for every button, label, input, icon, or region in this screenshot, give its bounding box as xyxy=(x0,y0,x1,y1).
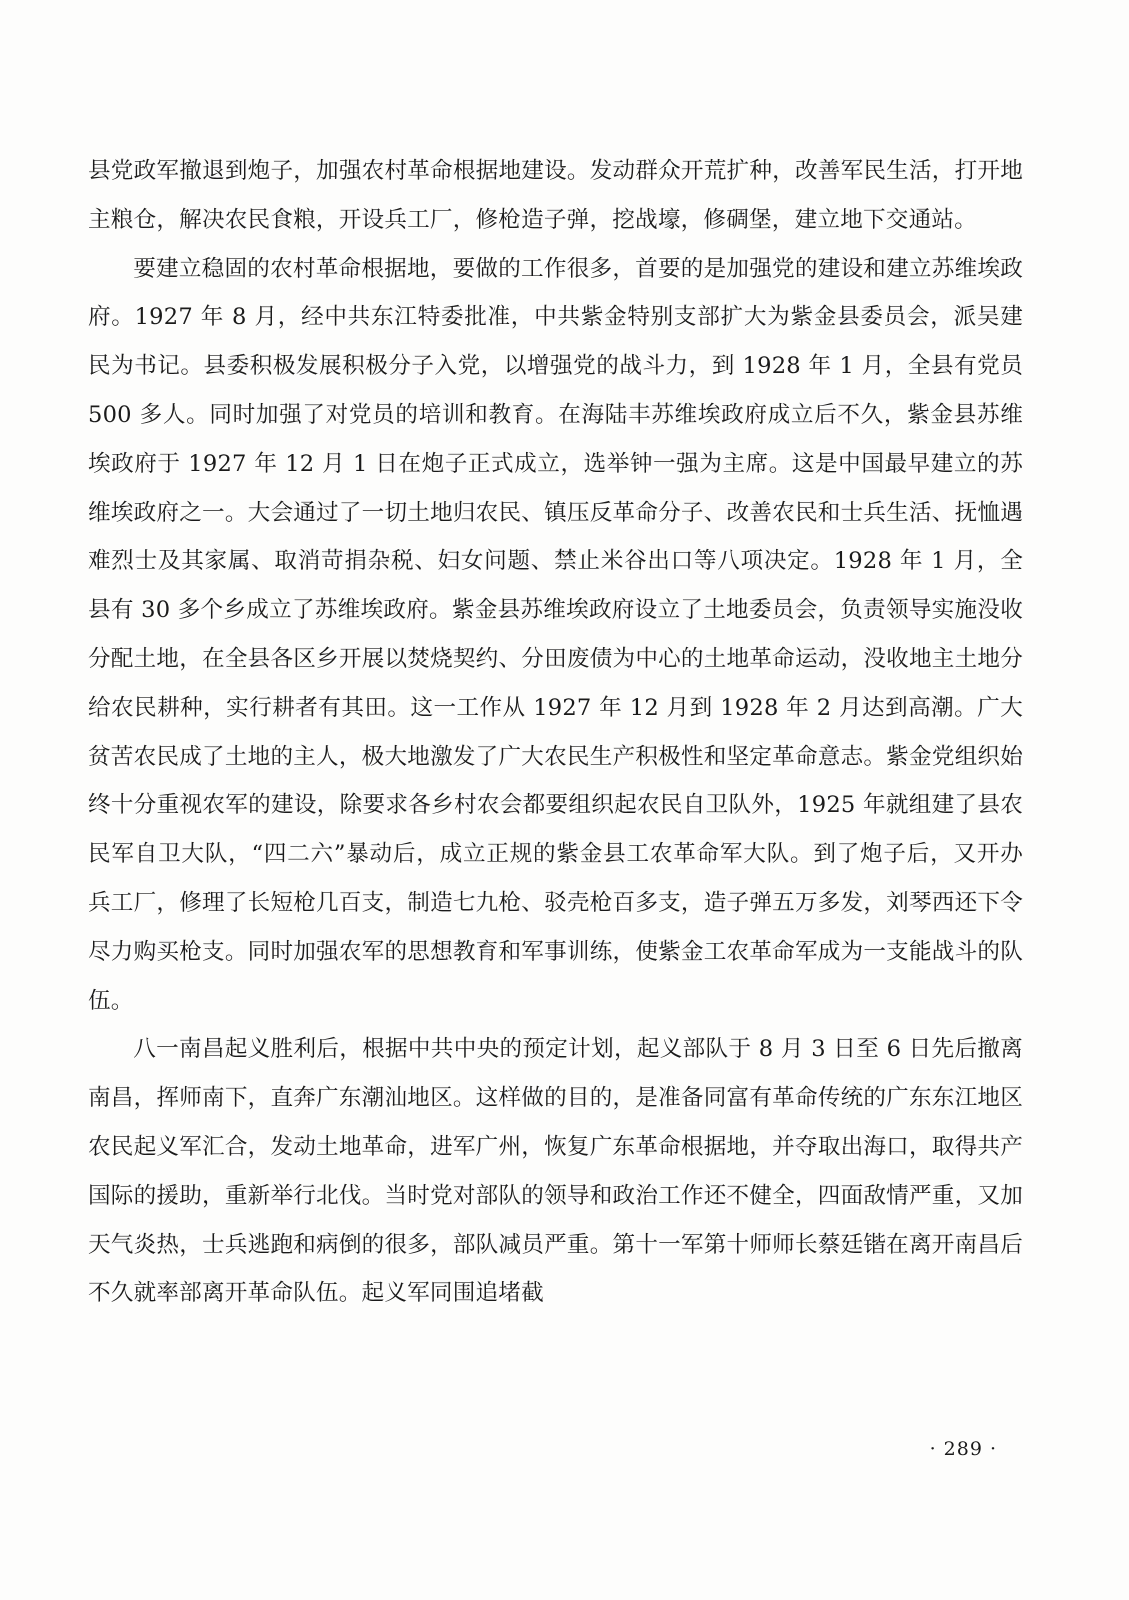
paragraph-3: 八一南昌起义胜利后，根据中共中央的预定计划，起义部队于 8 月 3 日至 6 日先后撤离南昌，挥师南下，直奔广东潮汕地区。这样做的目的，是准备同富有革命传统的广东东江地区农民起义军汇合，发动土地革命，进军广州，恢复广东革命根据地，并夺取出海口，取得共产国际的援助，重新举行北伐。当时党对部队的领导和政治工作还不健全，四面敌情严重，又加天气炎热，士兵逃跑和病倒的很多，部队减员严重。第十一军第十师师长蔡廷锴在离开南昌后不久就率部离开革命队伍。起义军同围追堵截 xyxy=(88,1036,1023,1307)
page-number: · 289 · xyxy=(929,1438,997,1460)
paragraph-1: 县党政军撤退到炮子，加强农村革命根据地建设。发动群众开荒扩种，改善军民生活，打开地主粮仓，解决农民食粮，开设兵工厂，修枪造子弹，挖战壕，修碉堡，建立地下交通站。 xyxy=(88,158,1023,233)
paragraph-2: 要建立稳固的农村革命根据地，要做的工作很多，首要的是加强党的建设和建立苏维埃政府。1927 年 8 月，经中共东江特委批准，中共紫金特别支部扩大为紫金县委员会，派吴建民为书记。县委积极发展积极分子入党，以增强党的战斗力，到 1928 年 1 月，全县有党员 500 多人。同时加强了对党员的培训和教育。在海陆丰苏维埃政府成立后不久，紫金县苏维埃政府于 1927 年 12 月 1 日在炮子正式成立，选举钟一强为主席。这是中国最早建立的苏维埃政府之一。大会通过了一切土地归农民、镇压反革命分子、改善农民和士兵生活、抚恤遇难烈士及其家属、取消苛捐杂税、妇女问题、禁止米谷出口等八项决定。1928 年 1 月，全县有 30 多个乡成立了苏维埃政府。紫金县苏维埃政府设立了土地委员会，负责领导实施没收分配土地，在全县各区乡开展以焚烧契约、分田废债为中心的土地革命运动，没收地主土地分给农民耕种，实行耕者有其田。这一工作从 1927 年 12 月到 1928 年 2 月达到高潮。广大贫苦农民成了土地的主人，极大地激发了广大农民生产积极性和坚定革命意志。紫金党组织始终十分重视农军的建设，除要求各乡村农会都要组织起农民自卫队外，1925 年就组建了县农民军自卫大队，“四二六”暴动后，成立正规的紫金县工农革命军大队。到了炮子后，又开办兵工厂，修理了长短枪几百支，制造七九枪、驳壳枪百多支，造子弹五万多发，刘琴西还下令尽力购买枪支。同时加强农军的思想教育和军事训练，使紫金工农革命军成为一支能战斗的队伍。 xyxy=(88,255,1023,1014)
body-text xyxy=(88,147,1023,1318)
